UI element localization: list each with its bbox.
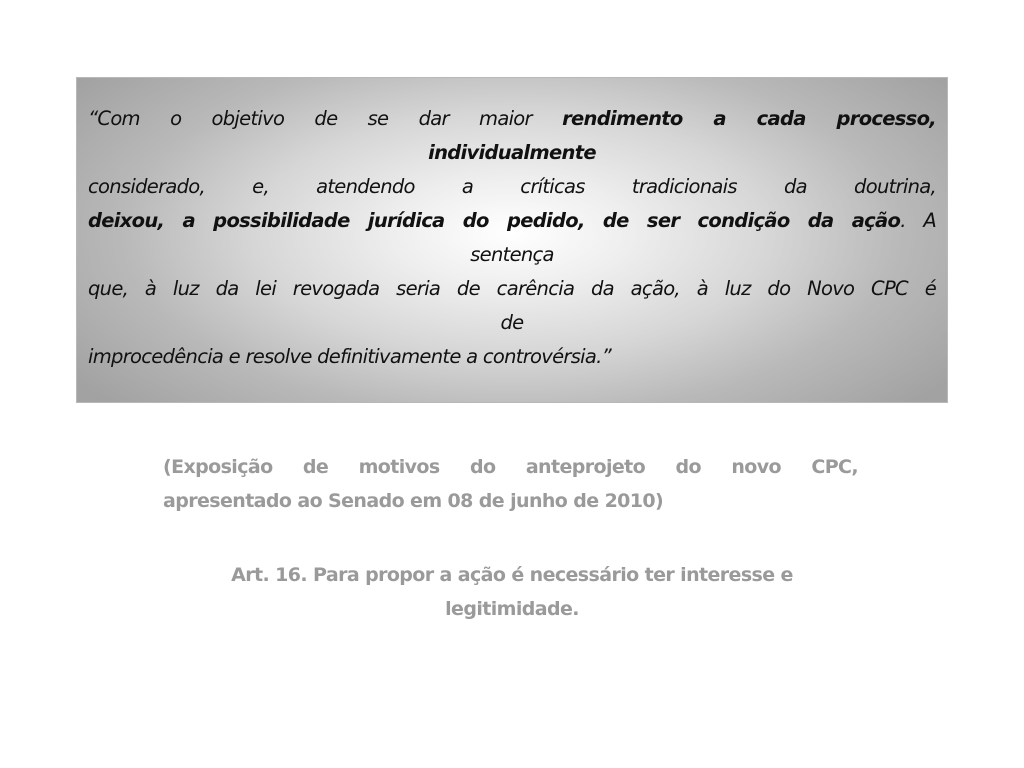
source-line-2: apresentado ao Senado em 08 de junho de 2010) bbox=[163, 490, 664, 512]
quote-line-4-text: . A bbox=[900, 209, 936, 232]
quote-line-1-text: “Com o objetivo de se dar maior bbox=[88, 107, 563, 130]
quote-line-2 bbox=[88, 136, 936, 170]
quote-line-1-bold: rendimento a cada processo, bbox=[562, 107, 936, 130]
quote-line-8: improcedência e resolve definitivamente a controvérsia.” bbox=[88, 345, 612, 368]
quote-line-6: que, à luz da lei revogada seria de carência da ação, à luz do Novo CPC é bbox=[88, 277, 936, 300]
quote-line-3: considerado, e, atendendo a críticas tradicionais da doutrina, bbox=[88, 175, 936, 198]
quote-line-4-bold: deixou, a possibilidade jurídica do pedido, de ser condição da ação bbox=[88, 209, 901, 232]
quote-box bbox=[76, 77, 948, 403]
source-line-1: (Exposição de motivos do anteprojeto do novo CPC, bbox=[163, 456, 858, 478]
article-line-2: legitimidade. bbox=[445, 598, 579, 620]
quote-line-7: de bbox=[500, 311, 524, 334]
source-citation bbox=[163, 450, 858, 518]
quote-line-1 bbox=[88, 102, 936, 136]
quote-line-4 bbox=[88, 204, 936, 238]
article-line-1: Art. 16. Para propor a ação é necessário ter interesse e bbox=[231, 564, 793, 586]
quote-line-2-bold: individualmente bbox=[428, 141, 596, 164]
article-text bbox=[140, 558, 884, 626]
quote-line-5: sentença bbox=[470, 243, 554, 266]
